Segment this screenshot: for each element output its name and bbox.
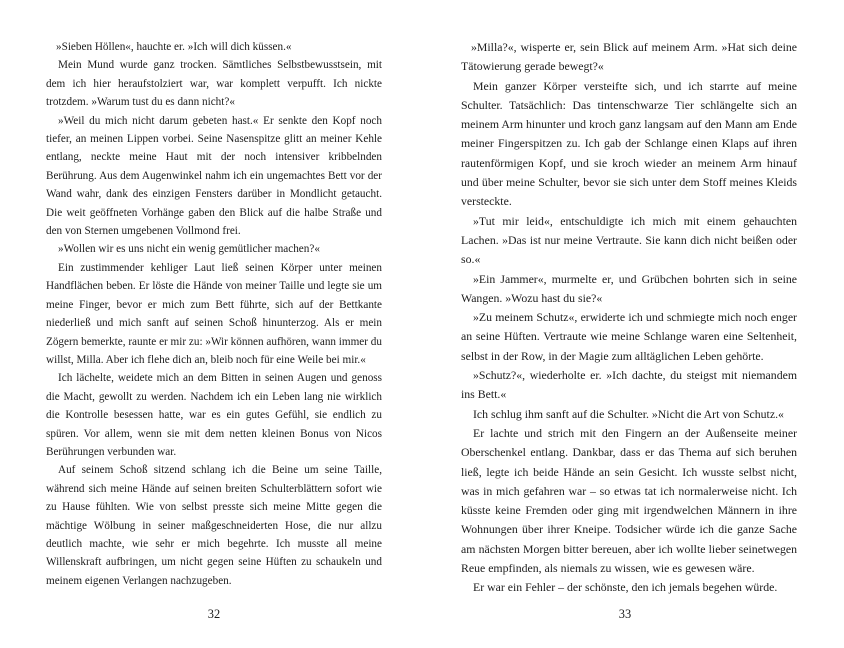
paragraph: Er war ein Fehler – der schönste, den ich jemals begehen würde. [473,580,778,595]
page-number-right: 33 [618,607,632,621]
paragraph: »Ein Jammer«, murmelte er, und Grübchen bohrten sich in seine Wangen. »Wozu hast du sie?« [461,271,797,305]
left-page [46,38,382,590]
paragraph: »Schutz?«, wiederholte er. »Ich dachte, du steigst mit niemandem ins Bett.« [461,368,797,402]
paragraph: Mein ganzer Körper versteifte sich, und ich starrte auf meine Schulter. Tatsächlich: Das tintenschwarze Tier schlängelte sich an meinem Arm hinunter und kroch ganz langsam auf den Mann am Ende meiner Fingerspitzen zu. Ich gab der Schlange einen Klaps auf ihren rautenförmigen Kopf, und sie kroch wieder an meinem Arm hinauf und über meine Schulter, bevor sie sich unter dem Stoff meines Kleids versteckte. [461,78,797,209]
right-page [461,38,797,598]
paragraph: »Sieben Höllen«, hauchte er. »Ich will dich küssen.« [56,41,292,53]
paragraph: »Tut mir leid«, entschuldigte ich mich mit einem gehauchten Lachen. »Das ist nur meine Vertraute. Sie kann dich nicht beißen oder so.« [461,213,797,267]
paragraph: Mein Mund wurde ganz trocken. Sämtliches Selbstbewusstsein, mit dem ich hier heraufstolziert war, war komplett verpufft. Ich nickte trotzdem. »Warum tust du es dann nicht?« [46,59,382,109]
page-number-left: 32 [207,607,221,621]
paragraph: Auf seinem Schoß sitzend schlang ich die Beine um seine Taille, während sich meine Hände auf seinen breiten Schulterblättern sofort wie zu Hause fühlten. Wie von selbst presste sich meine Mitte gegen die mächtige Wölbung in seiner maßgeschneiderten Hose, die nur allzu deutlich machte, wie sehr er mich begehrte. Ich musste all meine Willenskraft aufbringen, um nicht gegen seine Hüften zu schaukeln und meinem eigenen Verlangen nachzugeben. [46,464,382,587]
paragraph: Ich schlug ihm sanft auf die Schulter. »Nicht die Art von Schutz.« [473,406,784,421]
paragraph: Er lachte und strich mit den Fingern an der Außenseite meiner Oberschenkel entlang. Dankbar, dass er das Thema auf sich beruhen ließ, legte ich beide Hände an sein Gesicht. Ich wusste selbst nicht, was in mich gefahren war – so etwas tat ich normalerweise nicht. Ich küsste keine Fremden oder ging mit irgendwelchen Männern in ihre Wohnungen über ihrer Kneipe. Todsicher würde ich die ganze Sache am nächsten Morgen bitter bereuen, aber ich wollte lieber seinetwegen Reue empfinden, als niemals zu wissen, wie es gewesen wäre. [461,425,797,576]
paragraph: Ein zustimmender kehliger Laut ließ seinen Körper unter meinen Handflächen beben. Er löste die Hände von meiner Taille und legte sie um meine Finger, bevor er mich zum Bett führte, sich auf der Bettkante niederließ und mich sanft auf seinen Schoß hinunterzog. Als er mein Zögern bemerkte, raunte er mir zu: »Wir können aufhören, wann immer du willst, Milla. Aber ich flehe dich an, bleib noch für eine Weile bei mir.« [46,261,382,366]
paragraph: »Zu meinem Schutz«, erwiderte ich und schmiegte mich noch enger an seine Hüften. Vertraute wie meine Schlange waren eine Seltenheit, selbst in der Row, in der Magie zum alltäglichen Leben gehörte. [461,310,797,363]
paragraph: Ich lächelte, weidete mich an dem Bitten in seinen Augen und genoss die Macht, gewollt zu werden. Nachdem ich ein Leben lang nie wirklich die Kontrolle besessen hatte, war es ein gutes Gefühl, sie endlich zu spüren. Vor allem, wenn sie mit dem netten kleinen Bonus von Nicos Berührungen verbunden war. [46,372,382,458]
paragraph: »Wollen wir es uns nicht ein wenig gemütlicher machen?« [58,243,320,256]
paragraph: »Milla?«, wisperte er, sein Blick auf meinem Arm. »Hat sich deine Tätowierung gerade bewegt?« [461,40,797,74]
paragraph: »Weil du mich nicht darum gebeten hast.« Er senkte den Kopf noch tiefer, an meinen Lippen vorbei. Seine Nasenspitze glitt an meiner Kehle entlang, neckte meine Haut mit der noch intensiver kribbelnden Berührung. Aus dem Augenwinkel nahm ich ein ungemachtes Bett vor der Wand wahr, dank des einzigen Fensters darüber in Mondlicht getaucht. Die weit geöffneten Vorhänge gaben den Blick auf die halbe Straße und den von Sternen umgebenen Vollmond frei. [46,114,382,238]
